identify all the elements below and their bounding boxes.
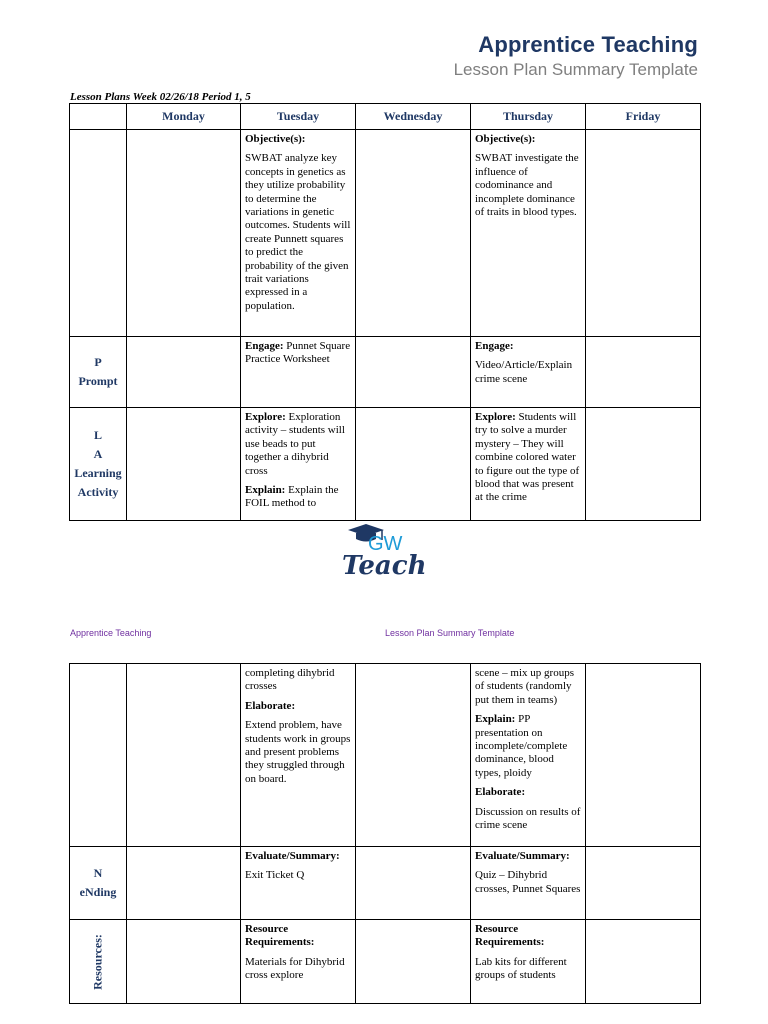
day-thursday: Thursday: [471, 104, 586, 130]
footer-middle-text: Lesson Plan Summary Template: [385, 628, 515, 638]
ending-row: [70, 847, 701, 920]
thursday-prompt-cell: [471, 337, 586, 408]
thursday-explain-label: Explain:: [475, 713, 516, 726]
tuesday-objective-text: SWBAT analyze key concepts in genetics as they utilize probability to determine the variations in genetic outcomes. Students will create Punnett squares to predict the probability of the given trait variations expressed in a population.: [245, 152, 351, 312]
learning-activity-row: [70, 408, 701, 521]
monday-continued-cell: [127, 664, 241, 847]
friday-objective-cell: [586, 130, 701, 337]
continued-row-label: [70, 664, 127, 847]
footer-left-text: Apprentice Teaching: [70, 628, 152, 638]
day-tuesday: Tuesday: [241, 104, 356, 130]
day-friday: Friday: [586, 104, 701, 130]
objective-row-label: [70, 130, 127, 337]
wednesday-prompt-cell: [356, 337, 471, 408]
tuesday-continued-text: completing dihybrid crosses: [245, 667, 335, 693]
logo-gw-text: GW: [368, 533, 403, 555]
friday-continued-cell: [586, 664, 701, 847]
friday-learning-cell: [586, 408, 701, 521]
learning-letter-l: L: [93, 428, 102, 442]
thursday-elaborate-text: Discussion on results of crime scene: [475, 805, 581, 832]
thursday-resource-text: Lab kits for different groups of students: [475, 955, 567, 982]
thursday-evaluate-text: Quiz – Dihybrid crosses, Punnet Squares: [475, 869, 581, 895]
thursday-resource-label: Resource Requirements:: [475, 923, 545, 949]
document-subtitle: Lesson Plan Summary Template: [453, 60, 698, 79]
objective-row: [70, 130, 701, 337]
prompt-word: Prompt: [78, 374, 118, 388]
tuesday-engage-text: Punnet Square Practice Worksheet: [245, 340, 351, 366]
tuesday-explain-label: Explain:: [245, 484, 286, 497]
thursday-explore-label: Explore:: [475, 411, 516, 423]
monday-ending-cell: [127, 847, 241, 920]
ending-word: eNding: [79, 885, 117, 899]
resources-row-label: [70, 920, 127, 1004]
wednesday-resources-cell: [356, 920, 471, 1004]
thursday-engage-text: Video/Article/Explain crime scene: [475, 359, 573, 385]
monday-prompt-cell: [127, 337, 241, 408]
thursday-objective-cell: [471, 130, 586, 337]
thursday-explore-text: Students will try to solve a murder mystery – They will combine colored water to figure out the type of blood that was present at the crime: [475, 411, 580, 504]
corner-cell: [70, 104, 127, 130]
thursday-continued-cell: [471, 664, 586, 847]
monday-learning-cell: [127, 408, 241, 521]
thursday-evaluate-label: Evaluate/Summary:: [475, 850, 570, 862]
monday-resources-cell: [127, 920, 241, 1004]
day-monday: Monday: [127, 104, 241, 130]
tuesday-prompt-cell: [241, 337, 356, 408]
thursday-continued-text: scene – mix up groups of students (randomly put them in teams): [475, 667, 574, 706]
tuesday-learning-cell: [241, 408, 356, 521]
resources-label: Resources:: [90, 933, 105, 990]
activity-word: Activity: [77, 485, 119, 499]
lesson-plan-table-part2: [69, 663, 701, 1004]
tuesday-objective-cell: [241, 130, 356, 337]
wednesday-learning-cell: [356, 408, 471, 521]
wednesday-ending-cell: [356, 847, 471, 920]
prompt-row-label: [70, 337, 127, 408]
prompt-letter: P: [94, 355, 102, 369]
thursday-objective-heading: Objective(s):: [475, 133, 536, 145]
gw-teach-logo: [336, 520, 440, 582]
wednesday-objective-cell: [356, 130, 471, 337]
thursday-engage-label: Engage:: [475, 340, 514, 352]
learning-row-label: [70, 408, 127, 521]
thursday-explain-text: PP presentation on incomplete/complete dominance, blood types, ploidy: [475, 713, 568, 779]
friday-prompt-cell: [586, 337, 701, 408]
monday-objective-cell: [127, 130, 241, 337]
tuesday-resource-label: Resource Requirements:: [245, 923, 315, 949]
tuesday-engage-label: Engage:: [245, 340, 284, 352]
ending-letter: N: [93, 866, 103, 880]
friday-ending-cell: [586, 847, 701, 920]
document-title: Apprentice Teaching: [478, 32, 698, 57]
thursday-ending-cell: [471, 847, 586, 920]
thursday-objective-text: SWBAT investigate the influence of codominance and incomplete dominance of traits in blood types.: [475, 152, 579, 219]
thursday-learning-cell: [471, 408, 586, 521]
tuesday-evaluate-label: Evaluate/Summary:: [245, 850, 340, 862]
lesson-plan-table-part1: [69, 103, 701, 521]
tuesday-resources-cell: [241, 920, 356, 1004]
prompt-row: [70, 337, 701, 408]
tuesday-explore-text: Exploration activity – students will use beads to put together a dihybrid cross: [245, 411, 345, 477]
thursday-resources-cell: [471, 920, 586, 1004]
tuesday-resource-text: Materials for Dihybrid cross explore: [245, 955, 345, 982]
learning-word: Learning: [74, 466, 122, 480]
resources-row: [70, 920, 701, 1004]
thursday-elaborate-label: Elaborate:: [475, 786, 526, 799]
tuesday-explore-label: Explore:: [245, 411, 286, 423]
tuesday-explain-text: Explain the FOIL method to: [245, 484, 339, 510]
lesson-plan-label: Lesson Plans Week 02/26/18 Period 1, 5: [70, 91, 251, 103]
day-wednesday: Wednesday: [356, 104, 471, 130]
ending-row-label: [70, 847, 127, 920]
learning-letter-a: A: [93, 447, 103, 461]
tuesday-evaluate-text: Exit Ticket Q: [245, 869, 305, 882]
tuesday-elaborate-label: Elaborate:: [245, 699, 296, 712]
tuesday-objective-heading: Objective(s):: [245, 133, 306, 145]
wednesday-continued-cell: [356, 664, 471, 847]
logo-teach-text: Teach: [342, 551, 427, 581]
friday-resources-cell: [586, 920, 701, 1004]
tuesday-continued-cell: [241, 664, 356, 847]
tuesday-elaborate-text: Extend problem, have students work in groups and present problems they struggled through on board.: [245, 719, 351, 785]
day-header-row: [70, 104, 701, 130]
tuesday-ending-cell: [241, 847, 356, 920]
learning-activity-row-continued: [70, 664, 701, 847]
